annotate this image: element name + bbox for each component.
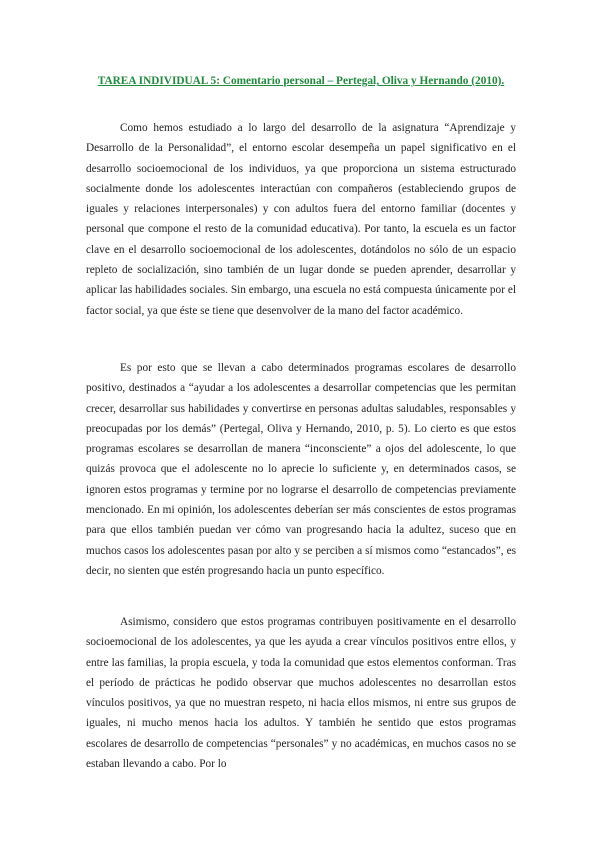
paragraph-3: Asimismo, considero que estos programas contribuyen positivamente en el desarrollo socioemocional de los adolescentes, ya que les ayuda a crear vínculos positivos entre ellos, y entre las familias, la propia escuela, y toda la comunidad que estos elementos conforman. Tras el período de prácticas he podido observar que muchos adolescentes no desarrollan estos vínculos positivos, ya que no muestran respeto, ni hacia ellos mismos, ni entre sus grupos de iguales, ni mucho menos hacia los adultos. Y también he sentido que estos programas escolares de desarrollo de competencias “personales” y no académicas, en muchos casos no se estaban llevando a cabo. Por lo [86, 616, 516, 771]
document-title: TAREA INDIVIDUAL 5: Comentario personal – Pertegal, Oliva y Hernando (2010). [97, 75, 505, 87]
paragraph-1: Como hemos estudiado a lo largo del desarrollo de la asignatura “Aprendizaje y Desarrollo de la Personalidad”, el entorno escolar desempeña un papel significativo en el desarrollo socioemocional de los individuos, ya que proporciona un sistema estructurado socialmente donde los adolescentes interactúan con compañeros (estableciendo grupos de iguales y relaciones interpersonales) y con adultos fuera del entorno familiar (docentes y personal que compone el resto de la comunidad educativa). Por tanto, la escuela es un factor clave en el desarrollo socioemocional de los adolescentes, dotándolos no sólo de un espacio repleto de socialización, sino también de un lugar donde se pueden aprender, desarrollar y aplicar las habilidades sociales. Sin embargo, una escuela no está compuesta únicamente por el factor social, ya que éste se tiene que desenvolver de la mano del factor académico. [86, 122, 516, 317]
paragraph-2: Es por esto que se llevan a cabo determinados programas escolares de desarrollo positivo, destinados a “ayudar a los adolescentes a desarrollar competencias que les permitan crecer, desarrollar sus habilidades y convertirse en personas adultas saludables, responsables y preocupadas por los demás” (Pertegal, Oliva y Hernando, 2010, p. 5). Lo cierto es que estos programas escolares se desarrollan de manera “inconsciente” a ojos del adolescente, lo que quizás provoca que el adolescente no lo aprecie lo suficiente y, en determinados casos, se ignoren estos programas y termine por no lograrse el desarrollo de competencias previamente mencionado. En mi opinión, los adolescentes deberían ser más conscientes de estos programas para que ellos también puedan ver cómo van progresando hacia la adultez, suceso que en muchos casos los adolescentes pasan por alto y se perciben a sí mismos como “estancados”, es decir, no sienten que estén progresando hacia un punto específico. [86, 362, 516, 577]
